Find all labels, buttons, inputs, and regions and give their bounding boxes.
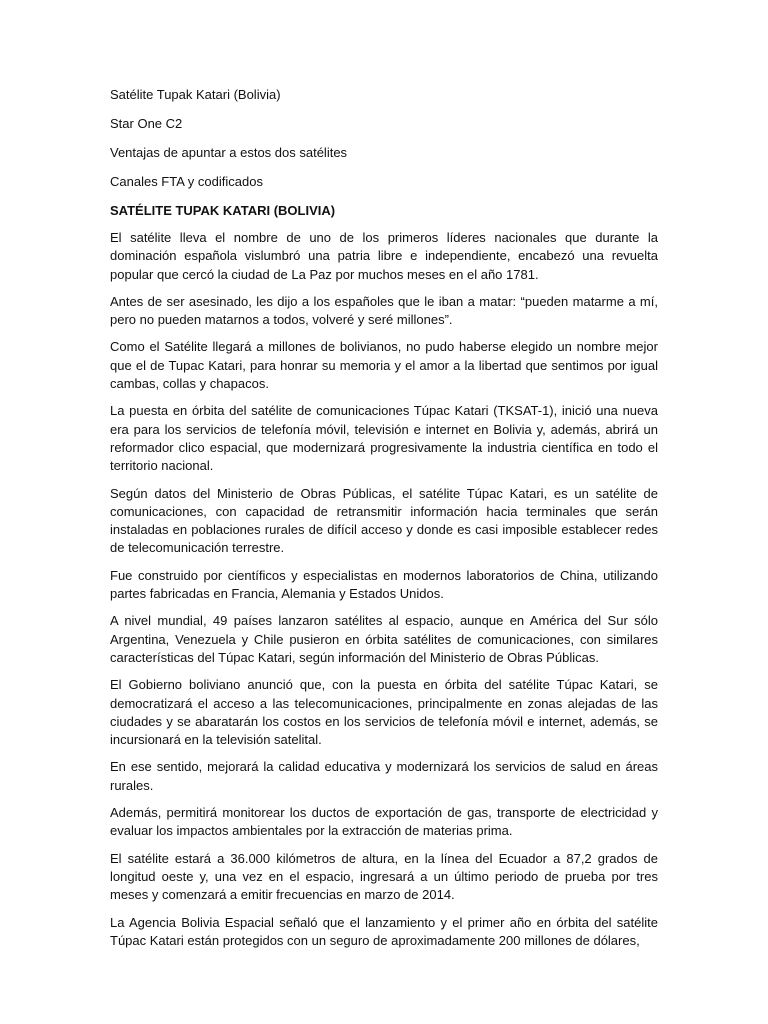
paragraph: Como el Satélite llegará a millones de bolivianos, no pudo haberse elegido un nombre mejor que el de Tupac Katari, para honrar su memoria y el amor a la libertad que sentimos por igual cambas, collas y chapacos. (110, 339, 658, 392)
section-heading: SATÉLITE TUPAK KATARI (BOLIVIA) (110, 203, 336, 218)
toc-line-tupak-katari: Satélite Tupak Katari (Bolivia) (110, 87, 281, 102)
paragraph: Además, permitirá monitorear los ductos de exportación de gas, transporte de electricidad y evaluar los impactos ambientales por la extracción de materias prima. (110, 805, 658, 839)
toc-line-canales: Canales FTA y codificados (110, 174, 263, 189)
paragraph: El satélite estará a 36.000 kilómetros de altura, en la línea del Ecuador a 87,2 grados de longitud oeste y, una vez en el espacio, ingresará a un último periodo de prueba por tres meses y comenzará a emitir frecuencias en marzo de 2014. (110, 850, 658, 903)
paragraph: La Agencia Bolivia Espacial señaló que el lanzamiento y el primer año en órbita del satélite Túpac Katari están protegidos con un seguro de aproximadamente 200 millones de dólares, (110, 914, 658, 948)
paragraph: En ese sentido, mejorará la calidad educativa y modernizará los servicios de salud en áreas rurales. (110, 759, 658, 793)
toc-line-star-one: Star One C2 (110, 116, 183, 131)
paragraph: El Gobierno boliviano anunció que, con la puesta en órbita del satélite Túpac Katari, se democratizará el acceso a las telecomunicaciones, principalmente en zonas alejadas de las ciudades y se abaratarán los costos en los servicios de telefonía móvil e internet, además, se incursionará en la televisión satelital. (110, 677, 658, 748)
paragraph: El satélite lleva el nombre de uno de los primeros líderes nacionales que durante la dominación española vislumbró una patria libre e independiente, encabezó una revuelta popular que cercó la ciudad de La Paz por muchos meses en el año 1781. (110, 230, 658, 282)
paragraph: Según datos del Ministerio de Obras Públicas, el satélite Túpac Katari, es un satélite de comunicaciones, con capacidad de retransmitir información hacia terminales que serán instaladas en poblaciones rurales de difícil acceso y donde es casi imposible establecer redes de telecomunicación terrestre. (110, 485, 658, 556)
paragraph: La puesta en órbita del satélite de comunicaciones Túpac Katari (TKSAT-1), inició una nueva era para los servicios de telefonía móvil, televisión e internet en Bolivia y, además, abrirá un reformador clico espacial, que modernizará progresivamente la industria científica en todo el territorio nacional. (110, 403, 658, 474)
paragraph: Antes de ser asesinado, les dijo a los españoles que le iban a matar: “pueden matarme a mí, pero no pueden matarnos a todos, volveré y seré millones”. (110, 293, 658, 328)
paragraph: Fue construido por científicos y especialistas en modernos laboratorios de China, utilizando partes fabricadas en Francia, Alemania y Estados Unidos. (110, 567, 658, 602)
document-body (110, 86, 658, 950)
paragraph: A nivel mundial, 49 países lanzaron satélites al espacio, aunque en América del Sur sólo Argentina, Venezuela y Chile pusieron en órbita satélites de comunicaciones, con similares características del Túpac Katari, según información del Ministerio de Obras Públicas. (110, 613, 658, 665)
toc-line-ventajas: Ventajas de apuntar a estos dos satélites (110, 145, 348, 160)
